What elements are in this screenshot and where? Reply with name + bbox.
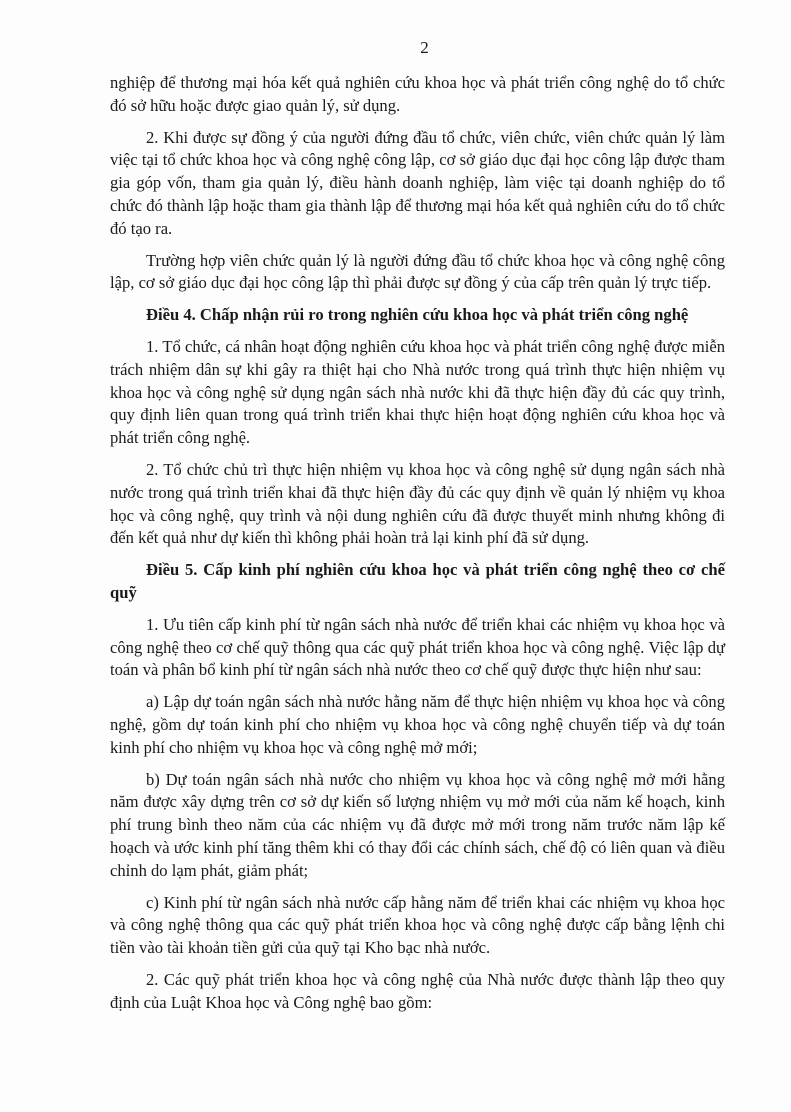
paragraph-article5-clause2: 2. Các quỹ phát triển khoa học và công nghệ của Nhà nước được thành lập theo quy định của Luật Khoa học và Công nghệ bao gồm: xyxy=(110,969,725,1012)
paragraph-article5-point-b: b) Dự toán ngân sách nhà nước cho nhiệm vụ khoa học và công nghệ mở mới hằng năm được xây dựng trên cơ sở dự kiến số lượng nhiệm vụ mở mới của năm kế hoạch, kinh phí trung bình theo năm của các nhiệm vụ đã được mở mới trong năm trước năm lập kế hoạch và ước kinh phí tăng thêm khi có thay đổi các chính sách, chế độ có liên quan và điều chỉnh do lạm phát, giảm phát; xyxy=(110,769,725,880)
paragraph-continuation: nghiệp để thương mại hóa kết quả nghiên cứu khoa học và phát triển công nghệ do tổ chức đó sở hữu hoặc được giao quản lý, sử dụng. xyxy=(110,73,725,115)
page-number: 2 xyxy=(420,38,429,57)
paragraph-article3-clause2: 2. Khi được sự đồng ý của người đứng đầu tổ chức, viên chức, viên chức quản lý làm việc tại tổ chức khoa học và công nghệ công lập, cơ sở giáo dục đại học công lập được tham gia góp vốn, tham gia quản lý, điều hành doanh nghiệp, làm việc tại doanh nghiệp do tổ chức đó thành lập hoặc tham gia thành lập để thương mại hóa kết quả nghiên cứu do tổ chức đó tạo ra. xyxy=(110,127,725,238)
paragraph-article4-clause2: 2. Tổ chức chủ trì thực hiện nhiệm vụ khoa học và công nghệ sử dụng ngân sách nhà nước trong quá trình triển khai đã thực hiện đầy đủ các quy định về quản lý nhiệm vụ khoa học và công nghệ, quy trình và nội dung nghiên cứu đã được thuyết minh nhưng không đi đến kết quả như dự kiến thì không phải hoàn trả lại kinh phí đã sử dụng. xyxy=(110,459,725,548)
article-4-heading: Điều 4. Chấp nhận rủi ro trong nghiên cứu khoa học và phát triển công nghệ xyxy=(146,305,689,325)
paragraph-article3-exception: Trường hợp viên chức quản lý là người đứng đầu tổ chức khoa học và công nghệ công lập, cơ sở giáo dục đại học công lập thì phải được sự đồng ý của cấp trên quản lý trực tiếp. xyxy=(110,250,725,293)
paragraph-article5-point-a: a) Lập dự toán ngân sách nhà nước hằng năm để thực hiện nhiệm vụ khoa học và công nghệ, gồm dự toán kinh phí cho nhiệm vụ khoa học và công nghệ chuyển tiếp và dự toán kinh phí cho nhiệm vụ khoa học và công nghệ mở mới; xyxy=(110,692,725,757)
paragraph-article5-point-c: c) Kinh phí từ ngân sách nhà nước cấp hằng năm để triển khai các nhiệm vụ khoa học và công nghệ thông qua các quỹ phát triển khoa học và công nghệ được cấp bằng lệnh chi tiền vào tài khoản tiền gửi của quỹ tại Kho bạc nhà nước. xyxy=(110,892,725,958)
paragraph-article5-clause1: 1. Ưu tiên cấp kinh phí từ ngân sách nhà nước để triển khai các nhiệm vụ khoa học và công nghệ theo cơ chế quỹ thông qua các quỹ phát triển khoa học và công nghệ. Việc lập dự toán và phân bổ kinh phí từ ngân sách nhà nước theo cơ chế quỹ được thực hiện như sau: xyxy=(110,614,725,680)
paragraph-article4-clause1: 1. Tổ chức, cá nhân hoạt động nghiên cứu khoa học và phát triển công nghệ được miễn trách nhiệm dân sự khi gây ra thiệt hại cho Nhà nước trong quá trình thực hiện nhiệm vụ khoa học và công nghệ sử dụng ngân sách nhà nước khi đã thực hiện đầy đủ các quy trình, quy định liên quan trong quá trình triển khai thực hiện hoạt động nghiên cứu khoa học và phát triển công nghệ. xyxy=(110,336,725,448)
article-5-heading: Điều 5. Cấp kinh phí nghiên cứu khoa học và phát triển công nghệ theo cơ chế quỹ xyxy=(110,560,725,602)
